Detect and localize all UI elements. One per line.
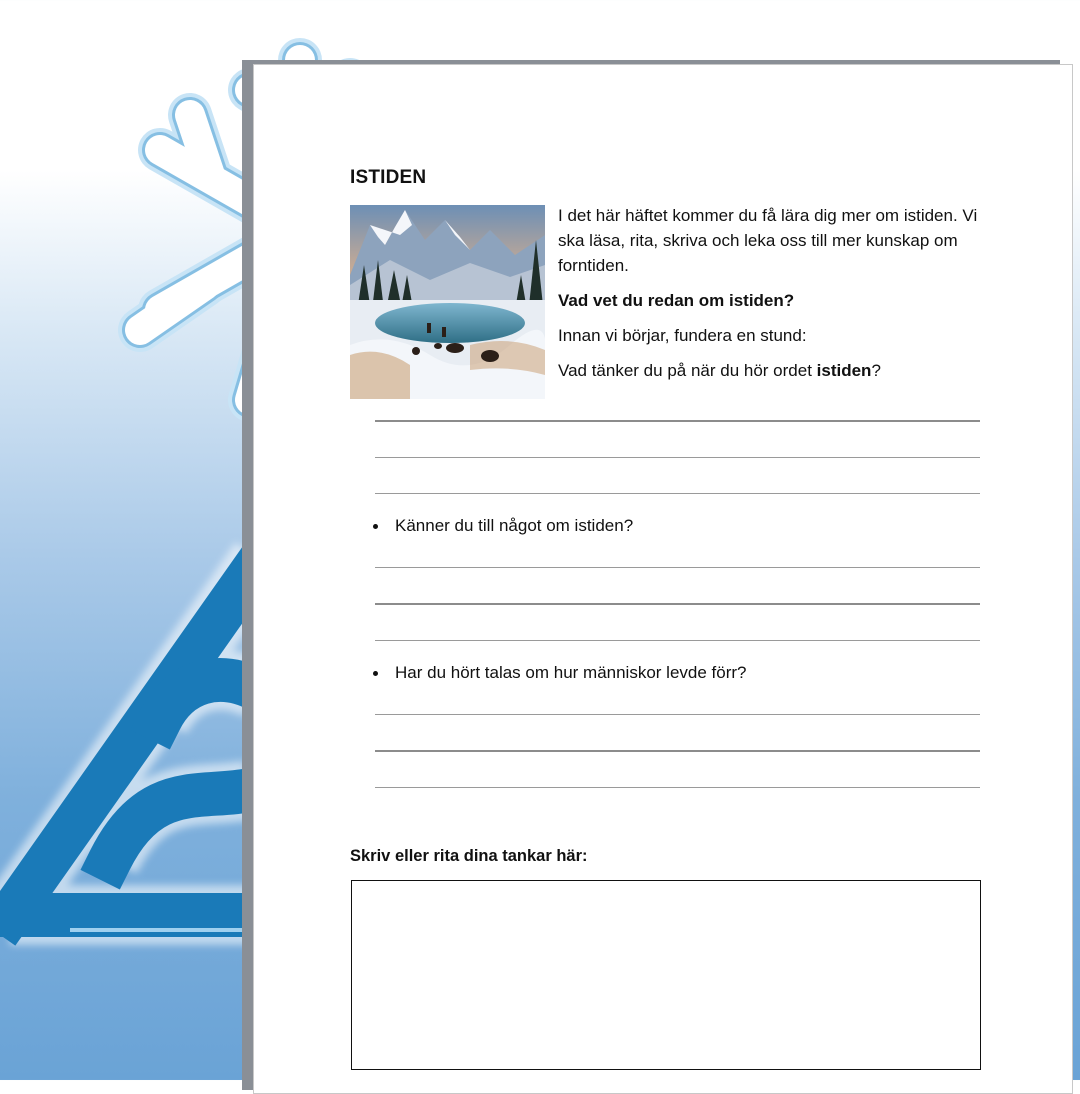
bullet-question-text: Har du hört talas om hur människor levde förr? <box>395 663 747 682</box>
main-question-keyword: istiden <box>816 361 872 380</box>
writing-line[interactable] <box>375 493 980 494</box>
worksheet-page <box>253 64 1073 1094</box>
intro-paragraph: I det här häftet kommer du få lära dig mer om istiden. Vi ska läsa, rita, skriva och leka oss till mer kunskap om forntiden. <box>558 206 978 275</box>
main-question-prefix: Vad tänker du på när du hör ordet <box>558 361 817 380</box>
writing-line[interactable] <box>375 640 980 641</box>
question-heading: Vad vet du redan om istiden? <box>558 291 795 310</box>
writing-line[interactable] <box>375 714 980 715</box>
writing-line[interactable] <box>375 457 980 458</box>
bullet-question-2 <box>373 661 747 685</box>
ice-age-landscape-image <box>350 205 545 399</box>
writing-line[interactable] <box>375 603 980 605</box>
intro-text-block <box>558 203 988 393</box>
bullet-dot-icon <box>373 524 378 529</box>
writing-line[interactable] <box>375 787 980 788</box>
bullet-dot-icon <box>373 671 378 676</box>
page-title: ISTIDEN <box>350 167 427 188</box>
drawing-prompt-label: Skriv eller rita dina tankar här: <box>350 847 588 865</box>
mountain-icon <box>10 560 260 930</box>
bullet-question-text: Känner du till något om istiden? <box>395 516 634 535</box>
bullet-question-1 <box>373 514 633 538</box>
drawing-area[interactable] <box>351 880 981 1070</box>
writing-line[interactable] <box>375 750 980 752</box>
writing-line[interactable] <box>375 567 980 568</box>
main-question-suffix: ? <box>871 361 881 380</box>
writing-line[interactable] <box>375 420 980 422</box>
main-question <box>558 358 988 383</box>
prompt-line: Innan vi börjar, fundera en stund: <box>558 326 807 345</box>
